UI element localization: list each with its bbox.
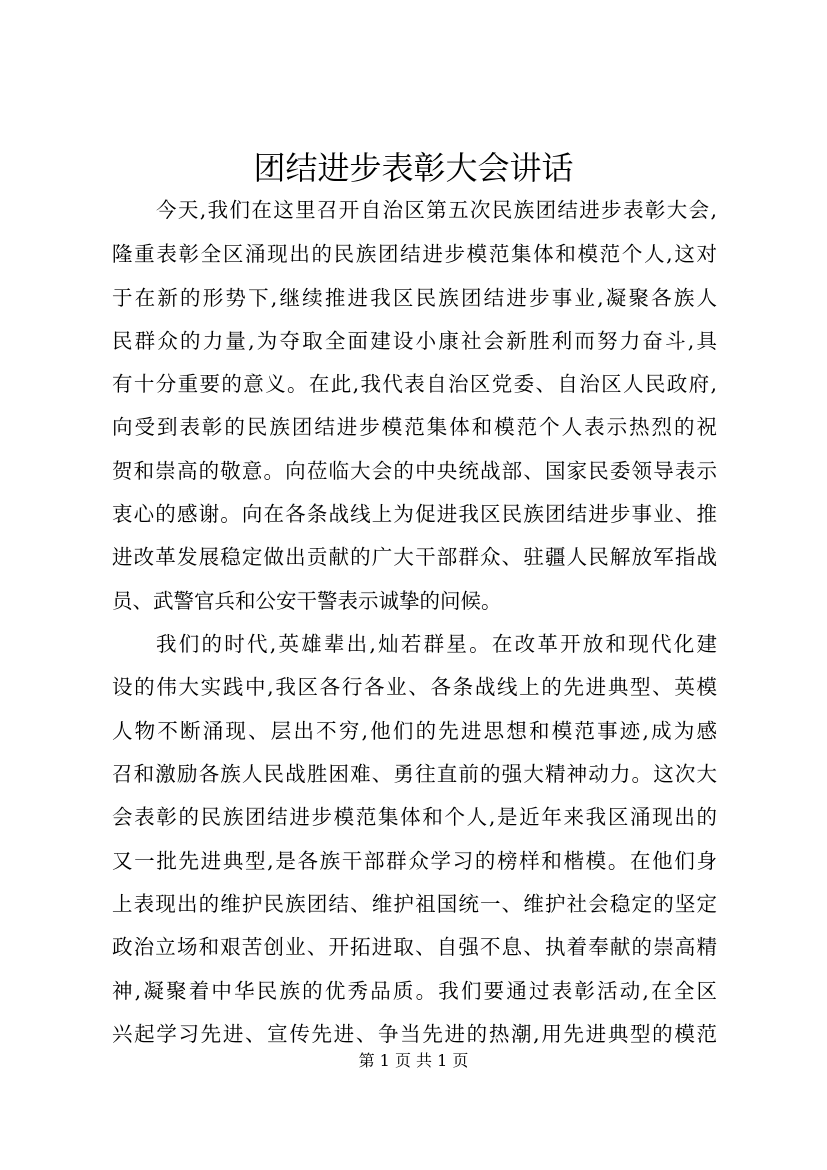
body-line: 于在新的形势下,继续推进我区民族团结进步事业,凝聚各族人 [112, 286, 717, 310]
body-line: 贺和崇高的敬意。向莅临大会的中央统战部、国家民委领导表示 [112, 459, 717, 483]
body-line: 民群众的力量,为夺取全面建设小康社会新胜利而努力奋斗,具 [112, 329, 717, 353]
body-line: 衷心的感谢。向在各条战线上为促进我区民族团结进步事业、推 [112, 502, 717, 526]
body-line: 设的伟大实践中,我区各行各业、各条战线上的先进典型、英模 [112, 675, 717, 699]
body-line: 会表彰的民族团结进步模范集体和个人,是近年来我区涌现出的 [112, 805, 717, 829]
body-line: 神,凝聚着中华民族的优秀品质。我们要通过表彰活动,在全区 [112, 979, 717, 1003]
page-number-footer: 第 1 页 共 1 页 [358, 1051, 469, 1070]
body-line: 今天,我们在这里召开自治区第五次民族团结进步表彰大会, [156, 198, 717, 222]
document-title: 团结进步表彰大会讲话 [253, 149, 574, 187]
body-line: 员、武警官兵和公安干警表示诚挚的问候。 [112, 589, 502, 613]
body-line: 上表现出的维护民族团结、维护祖国统一、维护社会稳定的坚定 [112, 892, 717, 916]
body-line: 政治立场和艰苦创业、开拓进取、自强不息、执着奉献的崇高精 [112, 935, 717, 959]
body-line: 隆重表彰全区涌现出的民族团结进步模范集体和模范个人,这对 [112, 242, 717, 266]
body-line: 有十分重要的意义。在此,我代表自治区党委、自治区人民政府, [112, 372, 717, 396]
body-line: 向受到表彰的民族团结进步模范集体和模范个人表示热烈的祝 [112, 415, 717, 439]
body-line: 人物不断涌现、层出不穷,他们的先进思想和模范事迹,成为感 [112, 719, 717, 743]
body-line: 进改革发展稳定做出贡献的广大干部群众、驻疆人民解放军指战 [112, 545, 717, 569]
body-line: 兴起学习先进、宣传先进、争当先进的热潮,用先进典型的模范 [112, 1022, 717, 1046]
body-line: 又一批先进典型,是各族干部群众学习的榜样和楷模。在他们身 [112, 849, 717, 873]
body-line: 召和激励各族人民战胜困难、勇往直前的强大精神动力。这次大 [112, 762, 717, 786]
body-line: 我们的时代,英雄辈出,灿若群星。在改革开放和现代化建 [156, 632, 717, 656]
